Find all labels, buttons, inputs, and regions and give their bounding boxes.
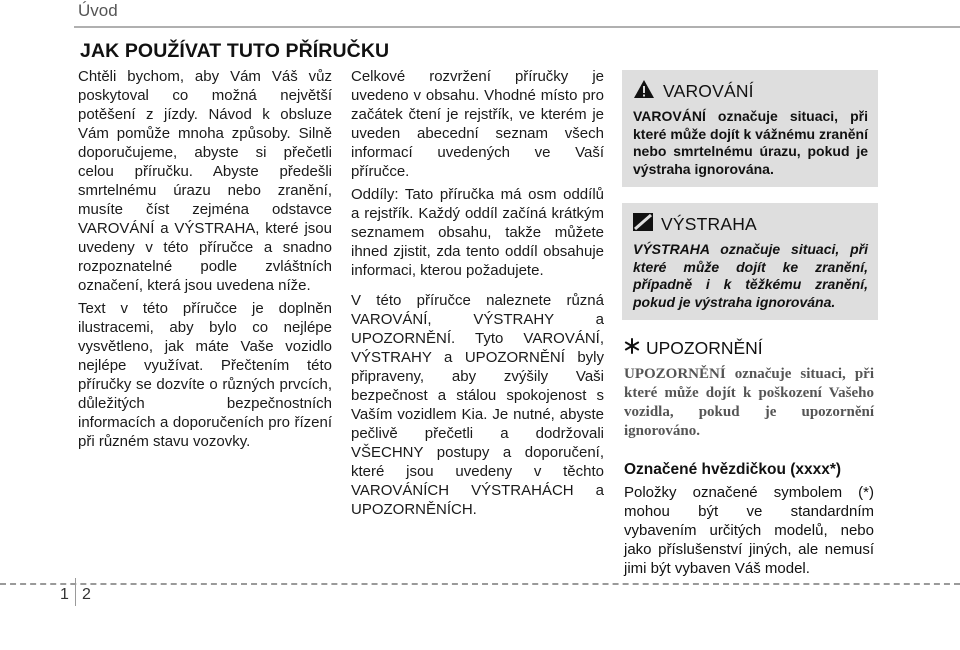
- alert-title: VÝSTRAHA: [661, 213, 757, 234]
- asterisk-icon: [624, 338, 640, 359]
- caution-text: UPOZORNĚNÍ označuje situaci, při které může dojít k poškození Vašeho vozidla, pokud je upozornění ignorováno.: [624, 366, 874, 439]
- warning-text: VAROVÁNÍ označuje situaci, při které může dojít k vážnému zranění nebo smrtelnému úrazu, pokud je výstraha ignorována.: [633, 108, 868, 177]
- alert-header: [633, 212, 868, 236]
- left-column: [78, 67, 332, 455]
- starred-title: Označené hvězdičkou (xxxx*): [624, 461, 842, 478]
- alert-text: VÝSTRAHA označuje situaci, při které může dojít ke zranění, případně i k těžkému zranění, pokud je výstraha ignorována.: [633, 241, 868, 310]
- left-paragraph-1: Chtěli bychom, aby Vám Váš vůz poskytoval co možná největší potěšení z jízdy. Návod k obsluze Vám pomůže mnoha způsoby. Silně doporučujeme, abyste si přečetli celou příručku. Abyste předešli smrtelnému úrazu nebo zranění, musíte číst zejména odstavce VAROVÁNÍ a VÝSTRAHA, které jsou uvedeny v této příručce a snadno rozpoznatelné podle zvláštních označení, která jsou uvedena níže.: [78, 68, 332, 294]
- middle-paragraph-1: Celkové rozvržení příručky je uvedeno v obsahu. Vhodné místo pro začátek čtení je rejstřík, ve kterém je uveden abecední seznam všech informací uvedených ve Vaší příručce.: [351, 68, 604, 180]
- middle-column: [351, 67, 604, 523]
- section-title: JAK POUŽÍVAT TUTO PŘÍRUČKU: [80, 40, 390, 62]
- warning-box: [622, 70, 878, 187]
- starred-text: Položky označené symbolem (*) mohou být ve standardním vybavením určitých modelů, nebo jako příslušenství jiných, ale nemusí jimi být vybaven Váš model.: [624, 484, 874, 577]
- chapter-number: 1: [60, 586, 69, 603]
- footer-separator: [75, 578, 76, 606]
- left-paragraph-2: Text v této příručce je doplněn ilustracemi, aby bylo co nejlépe vysvětleno, jak máte Vaše vozidlo nejlépe využívat. Přečtením této příručky se dozvíte o různých prvcích, důležitých bezpečnostních informacích a doporučeních pro řízení při různém stavu vozovky.: [78, 300, 332, 450]
- header-rule: [74, 26, 960, 28]
- middle-paragraph-2: Oddíly: Tato příručka má osm oddílů a rejstřík. Každý oddíl začíná krátkým seznamem obsahu, takže můžete ihned zjistit, zda tento oddíl obsahuje informaci, kterou požadujete.: [351, 186, 604, 279]
- caution-title: UPOZORNĚNÍ: [646, 337, 763, 358]
- slash-square-icon: [633, 213, 653, 236]
- warning-triangle-icon: [633, 79, 655, 104]
- starred-items-block: [622, 461, 878, 578]
- footer-rule: [0, 583, 960, 585]
- caution-block: [622, 336, 878, 441]
- caution-header: [624, 336, 874, 360]
- middle-paragraph-3: V této příručce naleznete různá VAROVÁNÍ, VÝSTRAHY a UPOZORNĚNÍ. Tyto VAROVÁNÍ, VÝSTRAHY a UPOZORNĚNÍ byly připraveny, aby zvýšily Vaši bezpečnost a stálou spokojenost s Vaším vozidlem Kia. Je nutné, abyste pečlivě přečetli a dodržovali VŠECHNY postupy a doporučení, které jsou uvedeny v těchto VAROVÁNÍCH VÝSTRAHÁCH a UPOZORNĚNÍCH.: [351, 292, 604, 518]
- warning-header: [633, 79, 868, 103]
- right-column: [622, 70, 878, 578]
- warning-title: VAROVÁNÍ: [663, 80, 754, 101]
- alert-box: [622, 203, 878, 320]
- page-number: 2: [82, 586, 91, 603]
- chapter-header: Úvod: [78, 1, 118, 20]
